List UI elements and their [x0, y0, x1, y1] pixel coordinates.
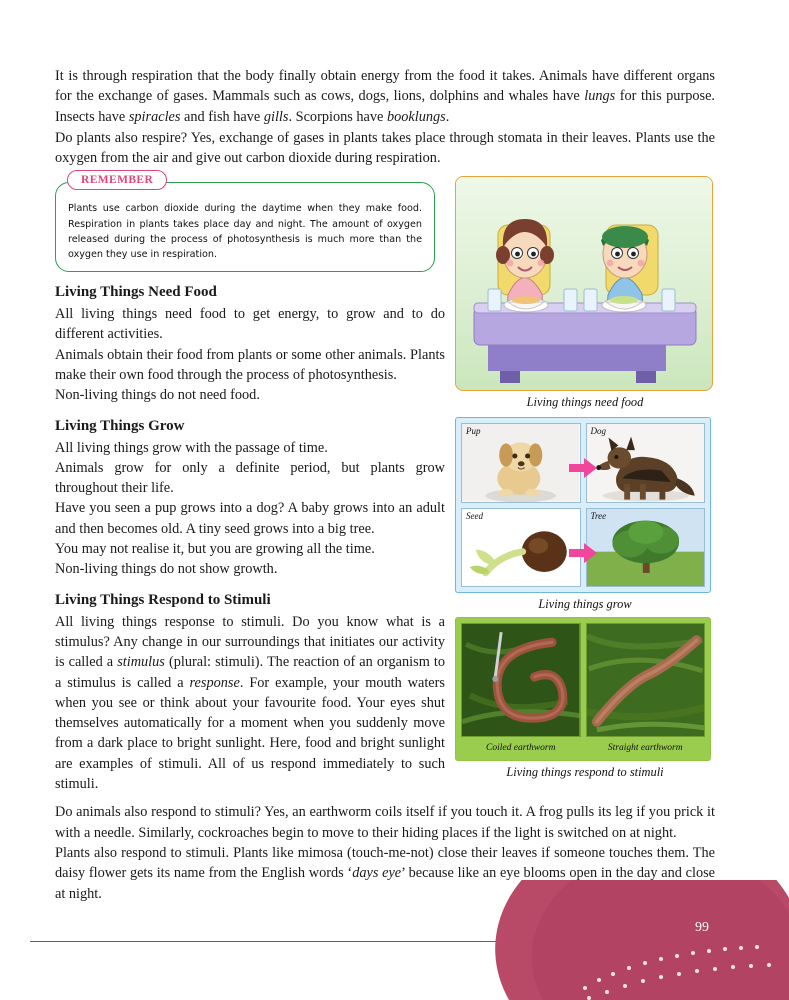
intro-p1-b: for this purpose. Insects have — [55, 88, 715, 125]
heading-living-things-grow: Living Things Grow — [55, 417, 185, 434]
closing-paragraph-1: Do animals also respond to stimuli? Yes, an earthworm coils itself if you touch it. A frog pulls its leg if you prick it with a needle. Similarly, cockroaches begin to move to their hiding places if the light is switched on at night. — [55, 804, 715, 841]
grow-paragraph-2: Animals grow for only a definite period, but plants grow throughout their life. — [55, 459, 445, 497]
page-number: 99 — [695, 920, 709, 935]
caption-straight-earthworm: Straight earthworm — [607, 743, 683, 753]
figure-grow-frame — [455, 417, 711, 593]
term-response: response — [189, 674, 240, 691]
grow-label-tree: Tree — [590, 510, 607, 521]
illustration-family-eating — [456, 177, 712, 390]
grow-paragraph-3: Have you seen a pup grows into a dog? A baby grows into an adult and then becomes old. A tiny seed grows into a big tree. — [55, 500, 445, 537]
figure-food-caption: Living things need food — [526, 395, 644, 409]
grow-label-seed: Seed — [466, 510, 483, 521]
closing-p2-a: Plants also respond to stimuli. Plants like mimosa (touch-me-not) close their leaves if someone touches them. The daisy flower gets its name from the English words ‘ — [55, 844, 715, 882]
figure-stimuli-caption: Living things respond to stimuli — [506, 765, 664, 779]
coiled-earthworm-illustration — [462, 624, 580, 736]
figure-living-things-need-food — [455, 176, 715, 410]
remember-text: Plants use carbon dioxide during the daytime when they make food. Respiration in plants takes place day and night. The amount of oxygen released during the process of photosynthesis is much more than the oxygen they use in respiration. — [55, 182, 435, 272]
figure-living-things-grow — [455, 417, 715, 612]
grow-grid — [456, 418, 710, 592]
grow-paragraph-4: You may not realise it, but you are growing all the time. — [55, 541, 375, 558]
intro-p1-a: It is through respiration that the body finally obtain energy from the food it takes. Animals have different organs for the exchange of gases. Mammals such as cows, dogs, lions, dolphins and whales have — [55, 68, 715, 105]
figure-grow-caption: Living things grow — [538, 597, 632, 611]
remember-badge: REMEMBER — [67, 170, 167, 190]
stimuli-c: . For example, your mouth waters when you see or think about your favourite food. Your eyes shut themselves automatically for a moment when you suddenly move from a dark place to bright sunlight. Here, food and bright sunlight are examples of stimuli. All of us respond immediately to such stimuli. — [55, 674, 445, 793]
footer-decoration — [489, 880, 789, 1000]
intro-block — [55, 66, 715, 168]
grow-cell-tree — [586, 508, 706, 588]
figure-food-frame — [455, 176, 713, 391]
need-food-paragraph-3: Non-living things do not need food. — [55, 387, 260, 404]
stimuli-a: All living things response to stimuli. Do you know what is a stimulus? Any change in our surroundings that initiates our activity is called a — [55, 613, 445, 671]
figure-living-things-respond-to-stimuli — [455, 617, 715, 780]
arrow-right-icon-1 — [569, 458, 597, 478]
need-food-paragraph-1: All living things need food to get energy, to grow and to do different activities. — [55, 306, 445, 343]
grow-cell-dog — [586, 423, 706, 503]
arrow-right-icon-2 — [569, 543, 597, 563]
grow-label-pup: Pup — [466, 426, 481, 436]
term-spiracles: spiracles — [128, 108, 181, 125]
stimuli-b: (plural: stimuli). The reaction of an organism to a stimulus is called a — [55, 654, 445, 691]
worm-images-row — [461, 623, 705, 737]
grow-cell-seed — [461, 508, 581, 588]
term-booklungs: booklungs — [386, 108, 446, 125]
stimuli-paragraph — [55, 612, 445, 795]
remember-callout — [55, 174, 435, 272]
term-stimulus: stimulus — [117, 654, 165, 671]
photo-straight-earthworm — [586, 623, 706, 737]
grow-paragraph-1: All living things grow with the passage of time. — [55, 439, 328, 456]
grow-paragraph-5: Non-living things do not show growth. — [55, 561, 278, 578]
closing-p2-b: ’ because like an eye blooms open in the day and close at night. — [55, 865, 716, 902]
photo-coiled-earthworm — [461, 623, 581, 737]
need-food-paragraph-2: Animals obtain their food from plants or some other animals. Plants make their own food through the process of photosynthesis. — [55, 346, 445, 383]
term-days-eye: days eye — [352, 865, 402, 882]
footer-arc-graphic — [489, 880, 789, 1000]
figure-stimuli-frame — [455, 617, 711, 761]
term-gills: gills — [263, 108, 289, 125]
straight-earthworm-illustration — [587, 624, 705, 736]
intro-paragraph-2: Do plants also respire? Yes, exchange of gases in plants takes place through stomata in their leaves. Plants use the oxygen from the air and give out carbon dioxide during respiration. — [55, 129, 715, 167]
worm-captions-row — [461, 737, 705, 759]
grow-cell-pup — [461, 423, 581, 503]
caption-coiled-earthworm: Coiled earthworm — [486, 743, 556, 753]
intro-paragraph-1 — [55, 66, 715, 127]
heading-living-things-respond-to-stimuli: Living Things Respond to Stimuli — [55, 591, 271, 608]
intro-p1-d: . Scorpions have — [288, 108, 387, 125]
footer-rule — [30, 941, 500, 942]
heading-living-things-need-food: Living Things Need Food — [55, 284, 217, 301]
intro-p1-e: . — [445, 108, 450, 125]
grow-label-dog: Dog — [590, 426, 606, 436]
intro-p1-c: and fish have — [180, 108, 264, 125]
term-lungs: lungs — [584, 88, 616, 105]
